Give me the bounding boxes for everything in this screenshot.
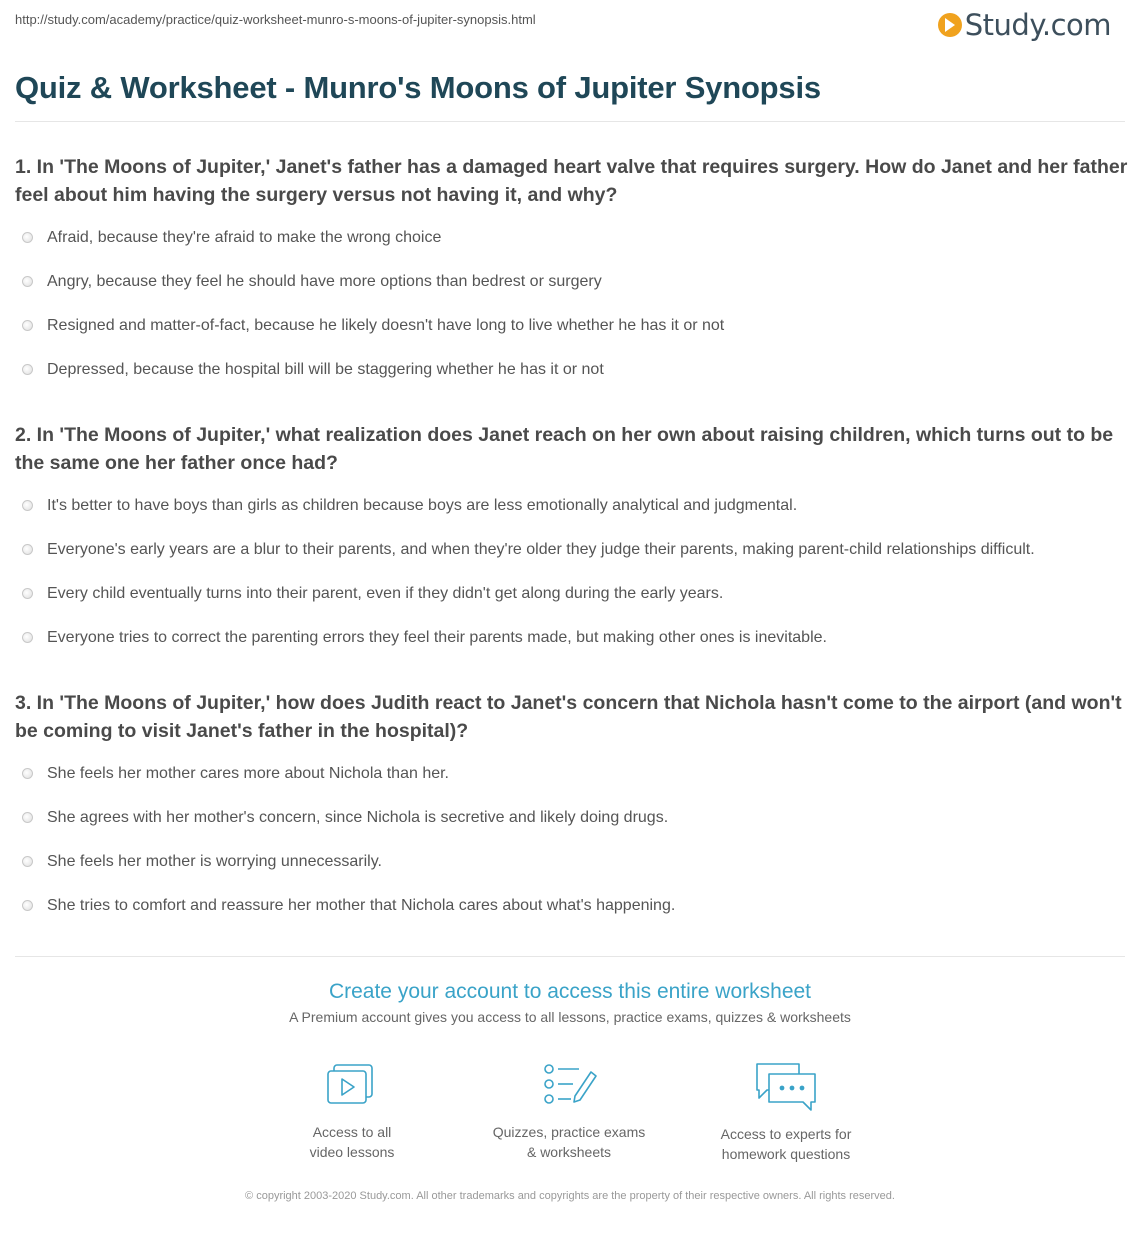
answer-text: Angry, because they feel he should have more options than bedrest or surgery — [47, 273, 602, 290]
feature-line: Quizzes, practice exams — [492, 1124, 646, 1140]
answer-text: She feels her mother is worrying unnecessarily. — [47, 853, 382, 870]
answer-choice[interactable] — [22, 272, 1122, 316]
question-2: 2. In 'The Moons of Jupiter,' what realization does Janet reach on her own about raising children, which turns out to be the same one her father once had? — [15, 424, 1114, 474]
answer-text: Every child eventually turns into their parent, even if they didn't get along during the early years. — [47, 585, 724, 602]
feature-video-lessons — [252, 1060, 452, 1162]
cta-title[interactable]: Create your account to access this entire worksheet — [328, 980, 812, 1003]
question-1: 1. In 'The Moons of Jupiter,' Janet's father has a damaged heart valve that requires surgery. How do Janet and her father feel about him having the surgery versus not having it, and why? — [15, 156, 1128, 206]
play-logo-icon — [938, 13, 962, 37]
answer-choice[interactable] — [22, 628, 1122, 672]
feature-experts — [686, 1060, 886, 1164]
cta-subtitle: A Premium account gives you access to all lessons, practice exams, quizzes & worksheets — [289, 1009, 851, 1025]
question-1-choices — [22, 228, 1122, 404]
video-lessons-icon — [324, 1060, 380, 1110]
answer-text: Afraid, because they're afraid to make the wrong choice — [47, 229, 442, 246]
radio-button[interactable] — [22, 588, 33, 599]
answer-text: Everyone's early years are a blur to their parents, and when they're older they judge their parents, making parent-child relationships difficult. — [47, 541, 1035, 558]
answer-choice[interactable] — [22, 360, 1122, 404]
answer-text: Depressed, because the hospital bill will be staggering whether he has it or not — [47, 361, 604, 378]
radio-button[interactable] — [22, 812, 33, 823]
radio-button[interactable] — [22, 632, 33, 643]
radio-button[interactable] — [22, 544, 33, 555]
answer-text: Everyone tries to correct the parenting errors they feel their parents made, but making other ones is inevitable. — [47, 629, 827, 646]
feature-line: homework questions — [721, 1146, 851, 1162]
logo-text: Study.com — [964, 8, 1111, 42]
section-divider — [15, 956, 1125, 957]
radio-button[interactable] — [22, 900, 33, 911]
title-divider — [15, 121, 1125, 122]
radio-button[interactable] — [22, 276, 33, 287]
radio-button[interactable] — [22, 320, 33, 331]
answer-choice[interactable] — [22, 896, 1122, 940]
answer-choice[interactable] — [22, 228, 1122, 272]
answer-text: She feels her mother cares more about Nichola than her. — [47, 765, 449, 782]
quiz-checklist-icon — [539, 1060, 599, 1110]
feature-line: Access to all — [312, 1124, 392, 1140]
feature-quizzes — [469, 1060, 669, 1162]
copyright-notice: © copyright 2003-2020 Study.com. All other trademarks and copyrights are the property of their respective owners. All rights reserved. — [245, 1190, 895, 1202]
question-3: 3. In 'The Moons of Jupiter,' how does Judith react to Janet's concern that Nichola hasn't come to the airport (and won't be coming to visit Janet's father in the hospital)? — [15, 692, 1122, 742]
chat-experts-icon — [753, 1060, 819, 1112]
page-url: http://study.com/academy/practice/quiz-worksheet-munro-s-moons-of-jupiter-synopsis.html — [15, 12, 536, 27]
feature-line: video lessons — [309, 1144, 395, 1160]
page-title: Quiz & Worksheet - Munro's Moons of Jupiter Synopsis — [15, 70, 821, 105]
answer-text: Resigned and matter-of-fact, because he likely doesn't have long to live whether he has it or not — [47, 317, 725, 334]
answer-choice[interactable] — [22, 764, 1122, 808]
radio-button[interactable] — [22, 856, 33, 867]
answer-text: She agrees with her mother's concern, since Nichola is secretive and likely doing drugs. — [47, 809, 669, 826]
radio-button[interactable] — [22, 500, 33, 511]
answer-text: She tries to comfort and reassure her mother that Nichola cares about what's happening. — [47, 897, 676, 914]
answer-choice[interactable] — [22, 852, 1122, 896]
answer-choice[interactable] — [22, 496, 1122, 540]
answer-choice[interactable] — [22, 808, 1122, 852]
answer-choice[interactable] — [22, 584, 1122, 628]
radio-button[interactable] — [22, 232, 33, 243]
question-3-choices — [22, 764, 1122, 940]
radio-button[interactable] — [22, 364, 33, 375]
answer-choice[interactable] — [22, 540, 1122, 584]
answer-choice[interactable] — [22, 316, 1122, 360]
radio-button[interactable] — [22, 768, 33, 779]
top-bar — [15, 0, 1125, 50]
feature-line: & worksheets — [526, 1144, 612, 1160]
question-2-choices — [22, 496, 1122, 672]
answer-text: It's better to have boys than girls as children because boys are less emotionally analytical and judgmental. — [47, 497, 798, 514]
feature-line: Access to experts for — [720, 1126, 852, 1142]
study-logo[interactable] — [938, 8, 1111, 42]
